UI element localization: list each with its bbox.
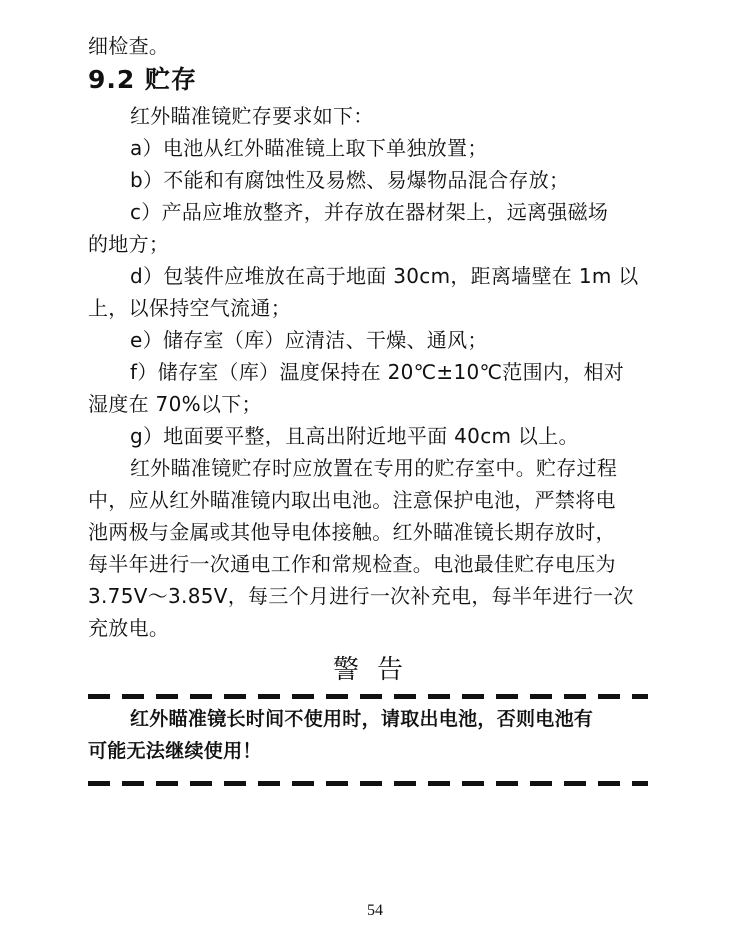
storage-paragraph (88, 452, 648, 644)
warning-box (88, 650, 648, 786)
list-item-g: g）地面要平整，且高出附近地平面 40cm 以上。 (130, 424, 579, 448)
list-item-c-cont: 的地方； (88, 232, 170, 256)
list-item-a: a）电池从红外瞄准镜上取下单独放置； (130, 136, 488, 160)
paragraph-line: 池两极与金属或其他导电体接触。红外瞄准镜长期存放时， (88, 520, 616, 544)
list-item-f-cont: 湿度在 70%以下； (88, 392, 262, 416)
warning-top-divider (88, 694, 648, 699)
paragraph-line: 每半年进行一次通电工作和常规检查。电池最佳贮存电压为 (88, 552, 616, 576)
paragraph-line: 中，应从红外瞄准镜内取出电池。注意保护电池，严禁将电 (88, 488, 616, 512)
list-item-d: d）包装件应堆放在高于地面 30cm，距离墙壁在 1m 以 (130, 264, 639, 288)
warning-line: 可能无法继续使用！ (88, 740, 262, 762)
warning-line: 红外瞄准镜长时间不使用时，请取出电池，否则电池有 (130, 708, 594, 730)
page-number: 54 (367, 902, 383, 919)
paragraph-line: 3.75V～3.85V，每三个月进行一次补充电，每半年进行一次 (88, 584, 634, 608)
document-page (88, 30, 648, 790)
list-item-e: e）储存室（库）应清洁、干燥、通风； (130, 328, 488, 352)
intro-text: 红外瞄准镜贮存要求如下： (130, 104, 374, 128)
continuation-text: 细检查。 (88, 34, 170, 58)
paragraph-line: 充放电。 (88, 616, 170, 640)
list-item-f: f）储存室（库）温度保持在 20℃±10℃范围内，相对 (130, 360, 625, 384)
warning-title: 警告 (332, 655, 421, 685)
warning-bottom-divider (88, 781, 648, 786)
list-item-d-cont: 上，以保持空气流通； (88, 296, 291, 320)
warning-body (88, 703, 648, 767)
section-heading: 9.2 贮存 (88, 65, 197, 94)
requirements-list (88, 132, 648, 452)
list-item-c: c）产品应堆放整齐，并存放在器材架上，远离强磁场 (130, 200, 609, 224)
list-item-b: b）不能和有腐蚀性及易燃、易爆物品混合存放； (130, 168, 570, 192)
paragraph-line: 红外瞄准镜贮存时应放置在专用的贮存室中。贮存过程 (130, 456, 618, 480)
